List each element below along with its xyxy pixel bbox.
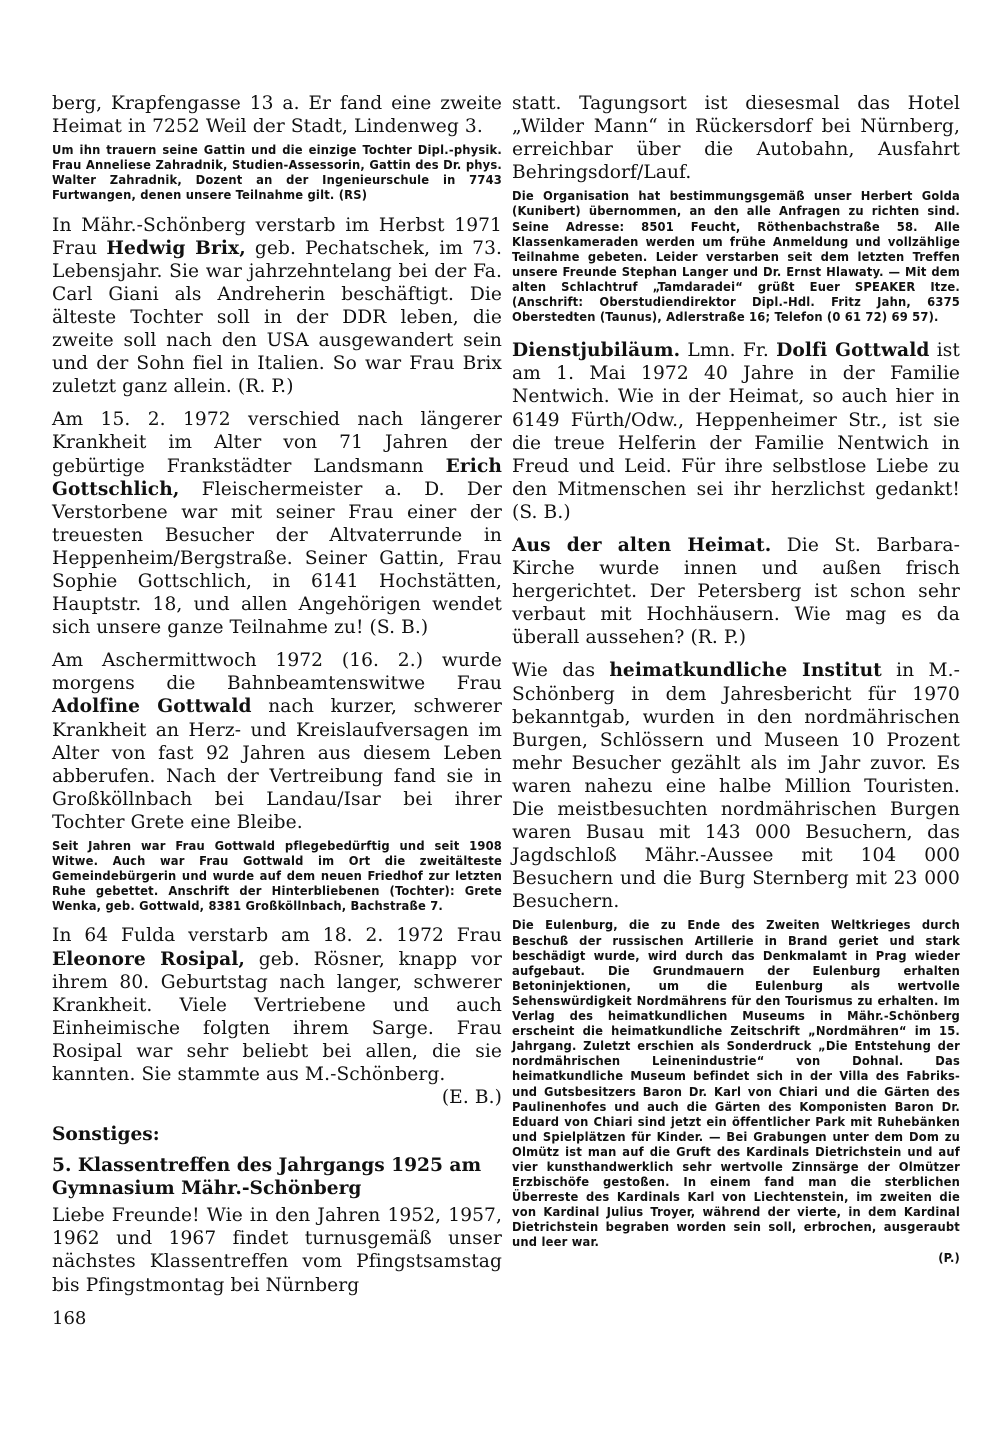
page-number: 168 — [52, 1308, 87, 1329]
text-segment: ist am 1. Mai 1972 40 Jahre in der Familie Nentwich. Wie in der Heimat, so auch hier in 6149 Fürth/Odw., Heppenheimer Str., ist sie die treue Helferin der Familie Nentwich in Freud und Leid. Für ihre selbstlose Liebe zu den Mitmenschen sei ihr herzlichst gedankt! (S. B.) — [512, 340, 960, 523]
text-segment: In Mähr.-Schönberg verstarb im Herbst 1971 Frau — [52, 214, 502, 259]
lead-dienstjubilaeum: Dienstjubiläum. — [512, 340, 681, 362]
text-segment: Fleischermeister a. D. Der Verstorbene war mit seiner Frau einer der treuesten Besucher der Altvaterrunde in Heppenheim/Bergstraße. Seiner Gattin, Frau Sophie Gottschlich, in 6141 Hochstätten, Hauptstr. 18, und allen Angehörigen wendet sich unsere ganze Teilnahme zu! (S. B.) — [52, 478, 502, 639]
text-segment: Die Eulenburg, die zu Ende des Zweiten Weltkrieges durch Beschuß der russischen Artillerie in Brand geriet und stark beschädigt wurde, wird durch das Denkmalamt in Prag wieder aufgebaut. Die Grundmauern der Eulenburg erhalten Betoninjektionen, um die Eulenburg als wertvolle Sehenswürdigkeit Nordmährens für den Tourismus zu erhalten. Im Verlag des heimatkundlichen Museums in Mähr.-Schönberg erscheint die heimatkundliche Zeitschrift „Nordmähren“ im 15. Jahrgang. Zuletzt erschien als Sonderdruck „Die Entstehung der nordmährischen Leinenindustrie“ von Dohnal. Das heimatkundliche Museum befindet sich in der Villa des Fabriks- und Gutsbesitzers Baron Dr. Karl von Chiari und die Gärten des Paulinenhofes und auch die Gärten des Komponisten Baron Dr. Eduard von Chiari sind jetzt ein öffentlicher Park mit Ruhebänken und Spielplätzen für Kinder. — Bei Grabungen unter dem Dom zu Olmütz ist man auf die Gruft des Kardinals Dietrichstein und auf vier kunsthandwerklich sehr wertvolle Zinnsärge der Olmützer Erzbischöfe gestoßen. In einem fand man die sterblichen Überreste des Kardinals Karl von Liechtenstein, im zweiten die von Kardinal Julius Troyer, während der vierte, in dem Kardinal Dietrichstein begraben worden sein soll, erbrochen, ausgeraubt und leer war. — [512, 918, 960, 1251]
name-dolfi-gottwald: Dolfi Gottwald — [776, 340, 930, 362]
right-column — [512, 92, 960, 1266]
name-hedwig-brix: Hedwig Brix, — [106, 237, 246, 259]
signature-p: (P.) — [938, 1250, 960, 1266]
left-column — [52, 92, 502, 1297]
name-eleonore-rosipal: Eleonore Rosipal, — [52, 948, 245, 970]
paragraph-rosipal — [52, 924, 502, 1109]
paragraph-institut — [512, 659, 960, 913]
notice-zahradnik: Um ihn trauern seine Gattin und die einzige Tochter Dipl.-physik. Frau Anneliese Zahradnik, Studien-Assessorin, Gattin des Dr. phys. Walter Zahradnik, Dozent an der Ingenieurschule in 7743 Furtwangen, denen unsere Teilnahme gilt. (RS) — [52, 143, 502, 204]
signature-eb: (E. B.) — [441, 1087, 502, 1109]
notice-gottwald: Seit Jahren war Frau Gottwald pflegebedürftig und seit 1908 Witwe. Auch war Frau Gottwald im Ort die zweitälteste Gemeindebürgerin und wurde auf dem neuen Friedhof zur letzten Ruhe gebettet. Anschrift der Hinterbliebenen (Tochter): Grete Wenka, geb. Gottwald, 8381 Großköllnbach, Bachstraße 7. — [52, 839, 502, 915]
text-segment: geb. Pechatschek, im 73. Lebensjahr. Sie war jahrzehntelang bei der Fa. Carl Giani als Andreherin beschäftigt. Die älteste Tochter soll in der DDR leben, die zweite soll nach den USA ausgewandert sein und der Sohn fiel in Italien. So war Frau Brix zuletzt ganz allein. (R. P.) — [52, 237, 503, 398]
section-heading-sonstiges: Sonstiges: — [52, 1124, 160, 1146]
text-segment: Am 15. 2. 1972 verschied nach längerer Krankheit im Alter von 71 Jahren der gebürtige Frankstädter Landsmann — [52, 409, 502, 477]
lead-alte-heimat: Aus der alten Heimat. — [512, 534, 772, 556]
paragraph-tagungsort: statt. Tagungsort ist diesesmal das Hotel „Wilder Mann“ in Rückersdorf bei Nürnberg, erreichbar über die Autobahn, Ausfahrt Behringsdorf/Lauf. — [512, 93, 960, 184]
text-segment: nach kurzer, schwerer Krankheit an Herz- und Kreislaufversagen im Alter von fast 92 Jahren aus diesem Leben abberufen. Nach der Vertreibung fand sie in Großköllnbach bei Landau/Isar bei ihrer Tochter Grete eine Bleibe. — [52, 696, 502, 833]
text-segment: In 64 Fulda verstarb am 18. 2. 1972 Frau — [52, 925, 502, 947]
text-segment: Am Aschermittwoch 1972 (16. 2.) wurde morgens die Bahnbeamtenswitwe Frau — [52, 650, 502, 695]
name-erich-gottschlich: Erich Gottschlich, — [52, 455, 502, 500]
paragraph-liebe-freunde: Liebe Freunde! Wie in den Jahren 1952, 1957, 1962 und 1967 findet turnusgemäß unser nächstes Klassentreffen vom Pfingstsamstag bis Pfingstmontag bei Nürnberg — [52, 1205, 502, 1296]
text-segment: Lmn. Fr. — [680, 340, 777, 362]
paragraph-gottwald — [52, 649, 502, 834]
notice-eulenburg — [512, 918, 960, 1265]
paragraph-alte-heimat — [512, 534, 960, 649]
paragraph-dienstjubilaeum — [512, 339, 960, 524]
text-segment: geb. Rösner, knapp vor ihrem 80. Geburtstag nach langer, schwerer Krankheit. Viele Vertriebene und auch Einheimische folgten ihrem Sarge. Frau Rosipal war sehr beliebt bei allen, die sie kannten. Sie stammte aus M.-Schönberg. — [52, 948, 502, 1086]
paragraph-brix — [52, 214, 502, 399]
paragraph-gottschlich — [52, 408, 502, 639]
text-segment: in M.-Schönberg in dem Jahresbericht für 1970 bekanntgab, wurden in den nordmährischen Burgen, Schlössern und Museen 10 Prozent mehr Besucher gezählt als im Jahr zuvor. Es waren nahezu eine halbe Million Touristen. Die meistbesuchten nordmährischen Burgen waren Busau mit 143 000 Besuchern, das Jagdschloß Mähr.-Aussee mit 104 000 Besuchern und die Burg Sternberg mit 23 000 Besuchern. — [512, 660, 960, 913]
subheading-klassentreffen: 5. Klassentreffen des Jahrgangs 1925 am Gymnasium Mähr.-Schönberg — [52, 1155, 482, 1200]
paragraph-krapfengasse: berg, Krapfengasse 13 a. Er fand eine zweite Heimat in 7252 Weil der Stadt, Lindenweg 3. — [52, 93, 502, 138]
text-segment: Wie das — [512, 660, 610, 682]
name-adolfine-gottwald: Adolfine Gottwald — [52, 696, 252, 718]
text-segment: Die St. Barbara-Kirche wurde innen und außen frisch hergerichtet. Der Petersberg ist schon sehr verbaut mit Hochhäusern. Wie mag es da überall aussehen? (R. P.) — [512, 534, 960, 649]
notice-organisation: Die Organisation hat bestimmungsgemäß unser Herbert Golda (Kunibert) übernommen, an den alle Anfragen zu richten sind. Seine Adresse: 8501 Feucht, Röthenbachstraße 58. Alle Klassenkameraden werden um frühe Anmeldung und vollzählige Teilnahme gebeten. Leider verstarben seit dem letzten Treffen unsere Freunde Stephan Langer und Dr. Ernst Hlawaty. — Mit dem alten Schlachtruf „Tamdaradei“ grüßt Euer SPEAKER Itze. (Anschrift: Oberstudiendirektor Dipl.-Hdl. Fritz Jahn, 6375 Oberstedten (Taunus), Adlerstraße 16; Telefon (0 61 72) 69 57). — [512, 189, 960, 326]
name-heimatkundliche-institut: heimatkundliche Institut — [609, 660, 882, 682]
